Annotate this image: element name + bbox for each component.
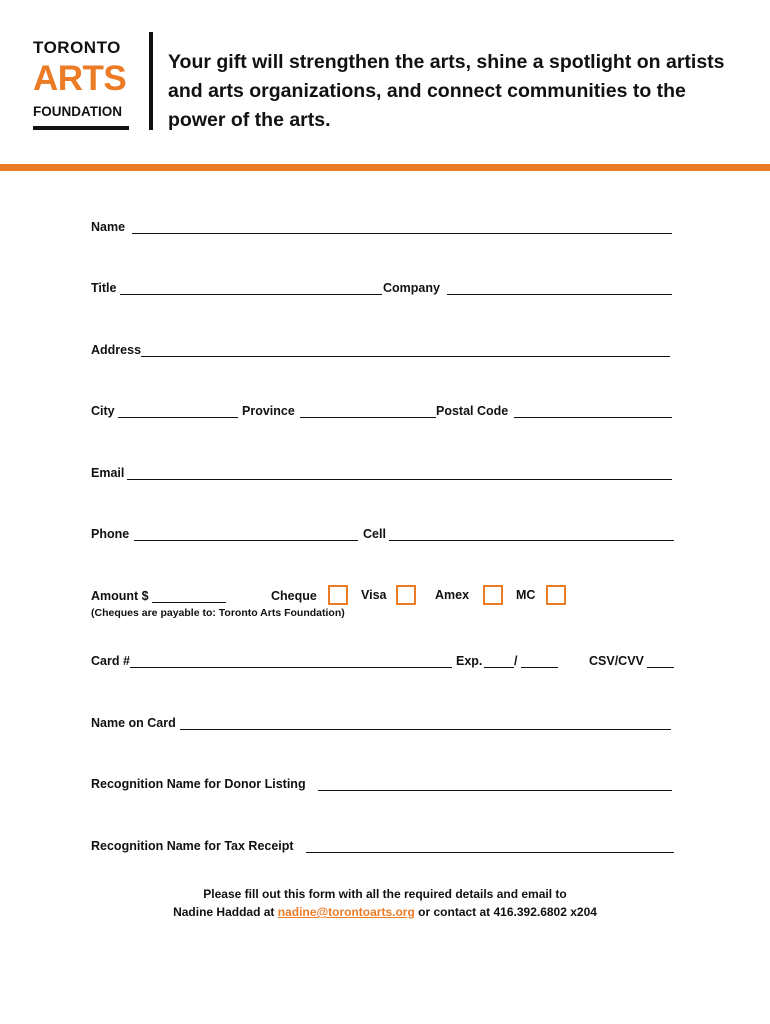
logo-underline	[33, 126, 129, 130]
phone-label: Phone	[91, 527, 130, 541]
company-field[interactable]	[447, 294, 672, 295]
recognition-tax-label: Recognition Name for Tax Receipt	[91, 839, 294, 853]
csv-field[interactable]	[647, 667, 674, 668]
exp-year-field[interactable]	[521, 667, 558, 668]
footer-line-2	[0, 903, 770, 921]
name-label: Name	[91, 220, 126, 234]
amount-label: Amount $	[91, 589, 149, 603]
name-field[interactable]	[132, 233, 672, 234]
footer-instructions	[0, 885, 770, 921]
exp-month-field[interactable]	[484, 667, 514, 668]
card-number-field[interactable]	[130, 667, 452, 668]
recognition-donor-field[interactable]	[318, 790, 672, 791]
cheque-note: (Cheques are payable to: Toronto Arts Foundation)	[91, 607, 345, 619]
logo-toronto-text: TORONTO	[33, 38, 121, 57]
footer-contact-prefix: Nadine Haddad at	[173, 905, 275, 919]
footer-contact-suffix: or contact at 416.392.6802 x204	[418, 905, 597, 919]
mc-checkbox[interactable]	[546, 585, 566, 605]
mc-label: MC	[516, 588, 536, 602]
contact-email-link[interactable]: nadine@torontoarts.org	[277, 905, 415, 919]
logo-divider	[149, 32, 153, 130]
toronto-arts-foundation-logo	[33, 38, 133, 130]
address-label: Address	[91, 343, 142, 357]
amount-field[interactable]	[152, 602, 226, 603]
headline: Your gift will strengthen the arts, shine a spotlight on artists and arts organizations, and connect communities to the power of the arts.	[168, 51, 725, 131]
city-label: City	[91, 404, 115, 418]
csv-label: CSV/CVV	[589, 654, 644, 668]
title-label: Title	[91, 281, 117, 295]
cell-field[interactable]	[389, 540, 674, 541]
visa-label: Visa	[361, 588, 387, 602]
city-field[interactable]	[118, 417, 238, 418]
card-number-label: Card #	[91, 654, 130, 668]
title-field[interactable]	[120, 294, 382, 295]
postal-code-label: Postal Code	[436, 404, 509, 418]
name-on-card-label: Name on Card	[91, 716, 176, 730]
cell-label: Cell	[363, 527, 386, 541]
exp-label: Exp.	[456, 654, 483, 668]
visa-checkbox[interactable]	[396, 585, 416, 605]
footer-line-1: Please fill out this form with all the required details and email to	[203, 887, 567, 901]
logo-foundation-text: FOUNDATION	[33, 104, 122, 119]
email-field[interactable]	[127, 479, 672, 480]
cheque-checkbox[interactable]	[328, 585, 348, 605]
province-label: Province	[242, 404, 295, 418]
phone-field[interactable]	[134, 540, 358, 541]
email-label: Email	[91, 466, 125, 480]
province-field[interactable]	[300, 417, 436, 418]
name-on-card-field[interactable]	[180, 729, 671, 730]
logo-arts-text: ARTS	[33, 59, 127, 98]
amex-label: Amex	[435, 588, 470, 602]
postal-code-field[interactable]	[514, 417, 672, 418]
cheque-label: Cheque	[271, 589, 317, 603]
address-field[interactable]	[141, 356, 670, 357]
recognition-tax-field[interactable]	[306, 852, 674, 853]
recognition-donor-label: Recognition Name for Donor Listing	[91, 777, 306, 791]
company-label: Company	[383, 281, 440, 295]
header-rule	[0, 164, 770, 171]
amex-checkbox[interactable]	[483, 585, 503, 605]
exp-separator: /	[514, 654, 518, 668]
